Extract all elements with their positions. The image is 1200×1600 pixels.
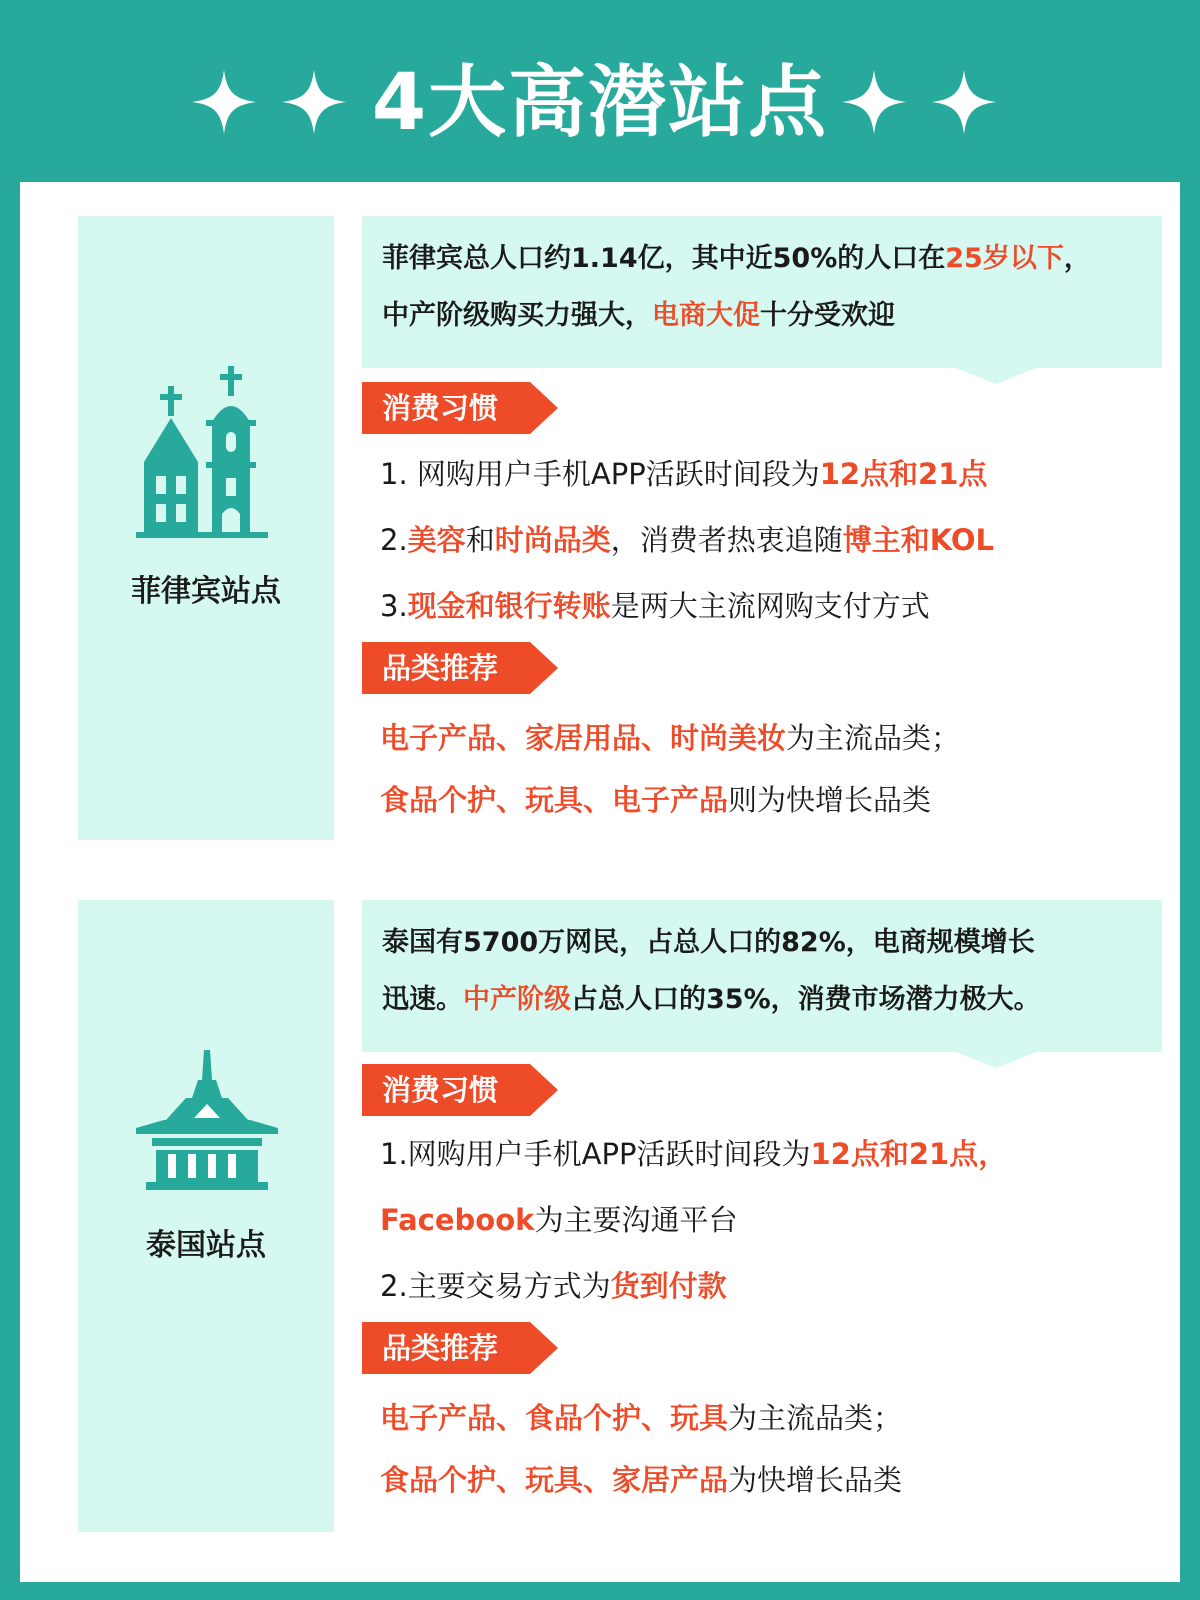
- site-sidebar-thailand: [78, 900, 334, 1532]
- header: [0, 0, 1200, 180]
- site-name: 菲律宾站点: [131, 574, 281, 609]
- sparkle-icon: [842, 70, 906, 134]
- page-title: 4大高潜站点: [371, 58, 829, 148]
- body-text: 1. 网购用户手机APP活跃时间段为: [380, 457, 820, 491]
- tag-label: 品类推荐: [382, 651, 499, 685]
- site-sidebar-philippines: [78, 216, 334, 840]
- category-item: [380, 718, 960, 758]
- body-text: 迅速。: [382, 984, 463, 1015]
- highlight-text: 电子产品、家居用品、时尚美妆: [380, 721, 787, 755]
- intro-box: [362, 900, 1162, 1052]
- tag-label: 消费习惯: [382, 1073, 499, 1107]
- tag-label: 品类推荐: [382, 1331, 499, 1365]
- intro-line: [382, 914, 1162, 971]
- church-icon: [136, 366, 268, 542]
- category-tag: [362, 1322, 562, 1374]
- category-tag: [362, 642, 562, 694]
- body-text: 和: [465, 523, 495, 557]
- body-text: 2.主要交易方式为: [380, 1269, 611, 1303]
- highlight-text: 12点和21点: [819, 457, 988, 491]
- habit-item: [380, 586, 930, 626]
- body-text: 菲律宾总人口约1.14亿，其中近50%的人口在: [382, 243, 946, 274]
- body-text: 为主要沟通平台: [534, 1203, 738, 1237]
- body-text: 1.网购用户手机APP活跃时间段为: [380, 1137, 811, 1171]
- body-text: 2.: [380, 523, 408, 557]
- sparkle-icon: [932, 70, 996, 134]
- highlight-text: 中产阶级: [463, 984, 571, 1015]
- site-name: 泰国站点: [146, 1228, 266, 1263]
- tag-label: 消费习惯: [382, 391, 499, 425]
- intro-text: [382, 914, 1162, 1028]
- habit-item: [380, 1200, 737, 1240]
- habit-item: [380, 454, 987, 494]
- habit-item: [380, 1266, 727, 1306]
- highlight-text: 食品个护、玩具、家居产品: [380, 1463, 729, 1497]
- highlight-text: 货到付款: [610, 1269, 727, 1303]
- habit-item: [380, 1134, 1007, 1174]
- intro-box: [362, 216, 1162, 368]
- intro-line: [382, 287, 1162, 344]
- body-text: 则为快增长品类: [728, 783, 932, 817]
- highlight-text: 电子产品、食品个护、玩具: [380, 1401, 729, 1435]
- body-text: 为主流品类；: [728, 1401, 903, 1435]
- habit-item: [380, 520, 994, 560]
- category-item: [380, 1460, 902, 1500]
- intro-text: [382, 230, 1162, 344]
- body-text: 为主流品类；: [786, 721, 961, 755]
- temple-icon: [136, 1050, 278, 1194]
- body-text: ，消费者热衷追随: [610, 523, 843, 557]
- highlight-text: 电商大促: [652, 300, 760, 331]
- body-text: ，: [1063, 243, 1091, 274]
- intro-line: [382, 230, 1162, 287]
- highlight-text: 食品个护、玩具、电子产品: [380, 783, 729, 817]
- body-text: 是两大主流网购支付方式: [610, 589, 930, 623]
- habits-tag: [362, 382, 562, 434]
- highlight-text: 12点和21点，: [810, 1137, 1008, 1171]
- highlight-text: Facebook: [380, 1203, 535, 1237]
- category-item: [380, 780, 931, 820]
- intro-pointer: [956, 368, 1036, 384]
- body-text: 占总人口的35%，消费市场潜力极大。: [571, 984, 1041, 1015]
- body-text: 3.: [380, 589, 408, 623]
- content-panel: [20, 182, 1180, 1582]
- highlight-text: 时尚品类: [494, 523, 611, 557]
- highlight-text: 现金和银行转账: [407, 589, 611, 623]
- intro-pointer: [956, 1052, 1036, 1068]
- highlight-text: 美容: [407, 523, 466, 557]
- intro-line: [382, 971, 1162, 1028]
- body-text: 为快增长品类: [728, 1463, 903, 1497]
- category-item: [380, 1398, 902, 1438]
- highlight-text: 博主和KOL: [842, 523, 995, 557]
- body-text: 中产阶级购买力强大，: [382, 300, 652, 331]
- highlight-text: 25岁以下: [945, 243, 1064, 274]
- body-text: 十分受欢迎: [760, 300, 895, 331]
- habits-tag: [362, 1064, 562, 1116]
- body-text: 泰国有5700万网民，占总人口的82%，电商规模增长: [382, 927, 1035, 958]
